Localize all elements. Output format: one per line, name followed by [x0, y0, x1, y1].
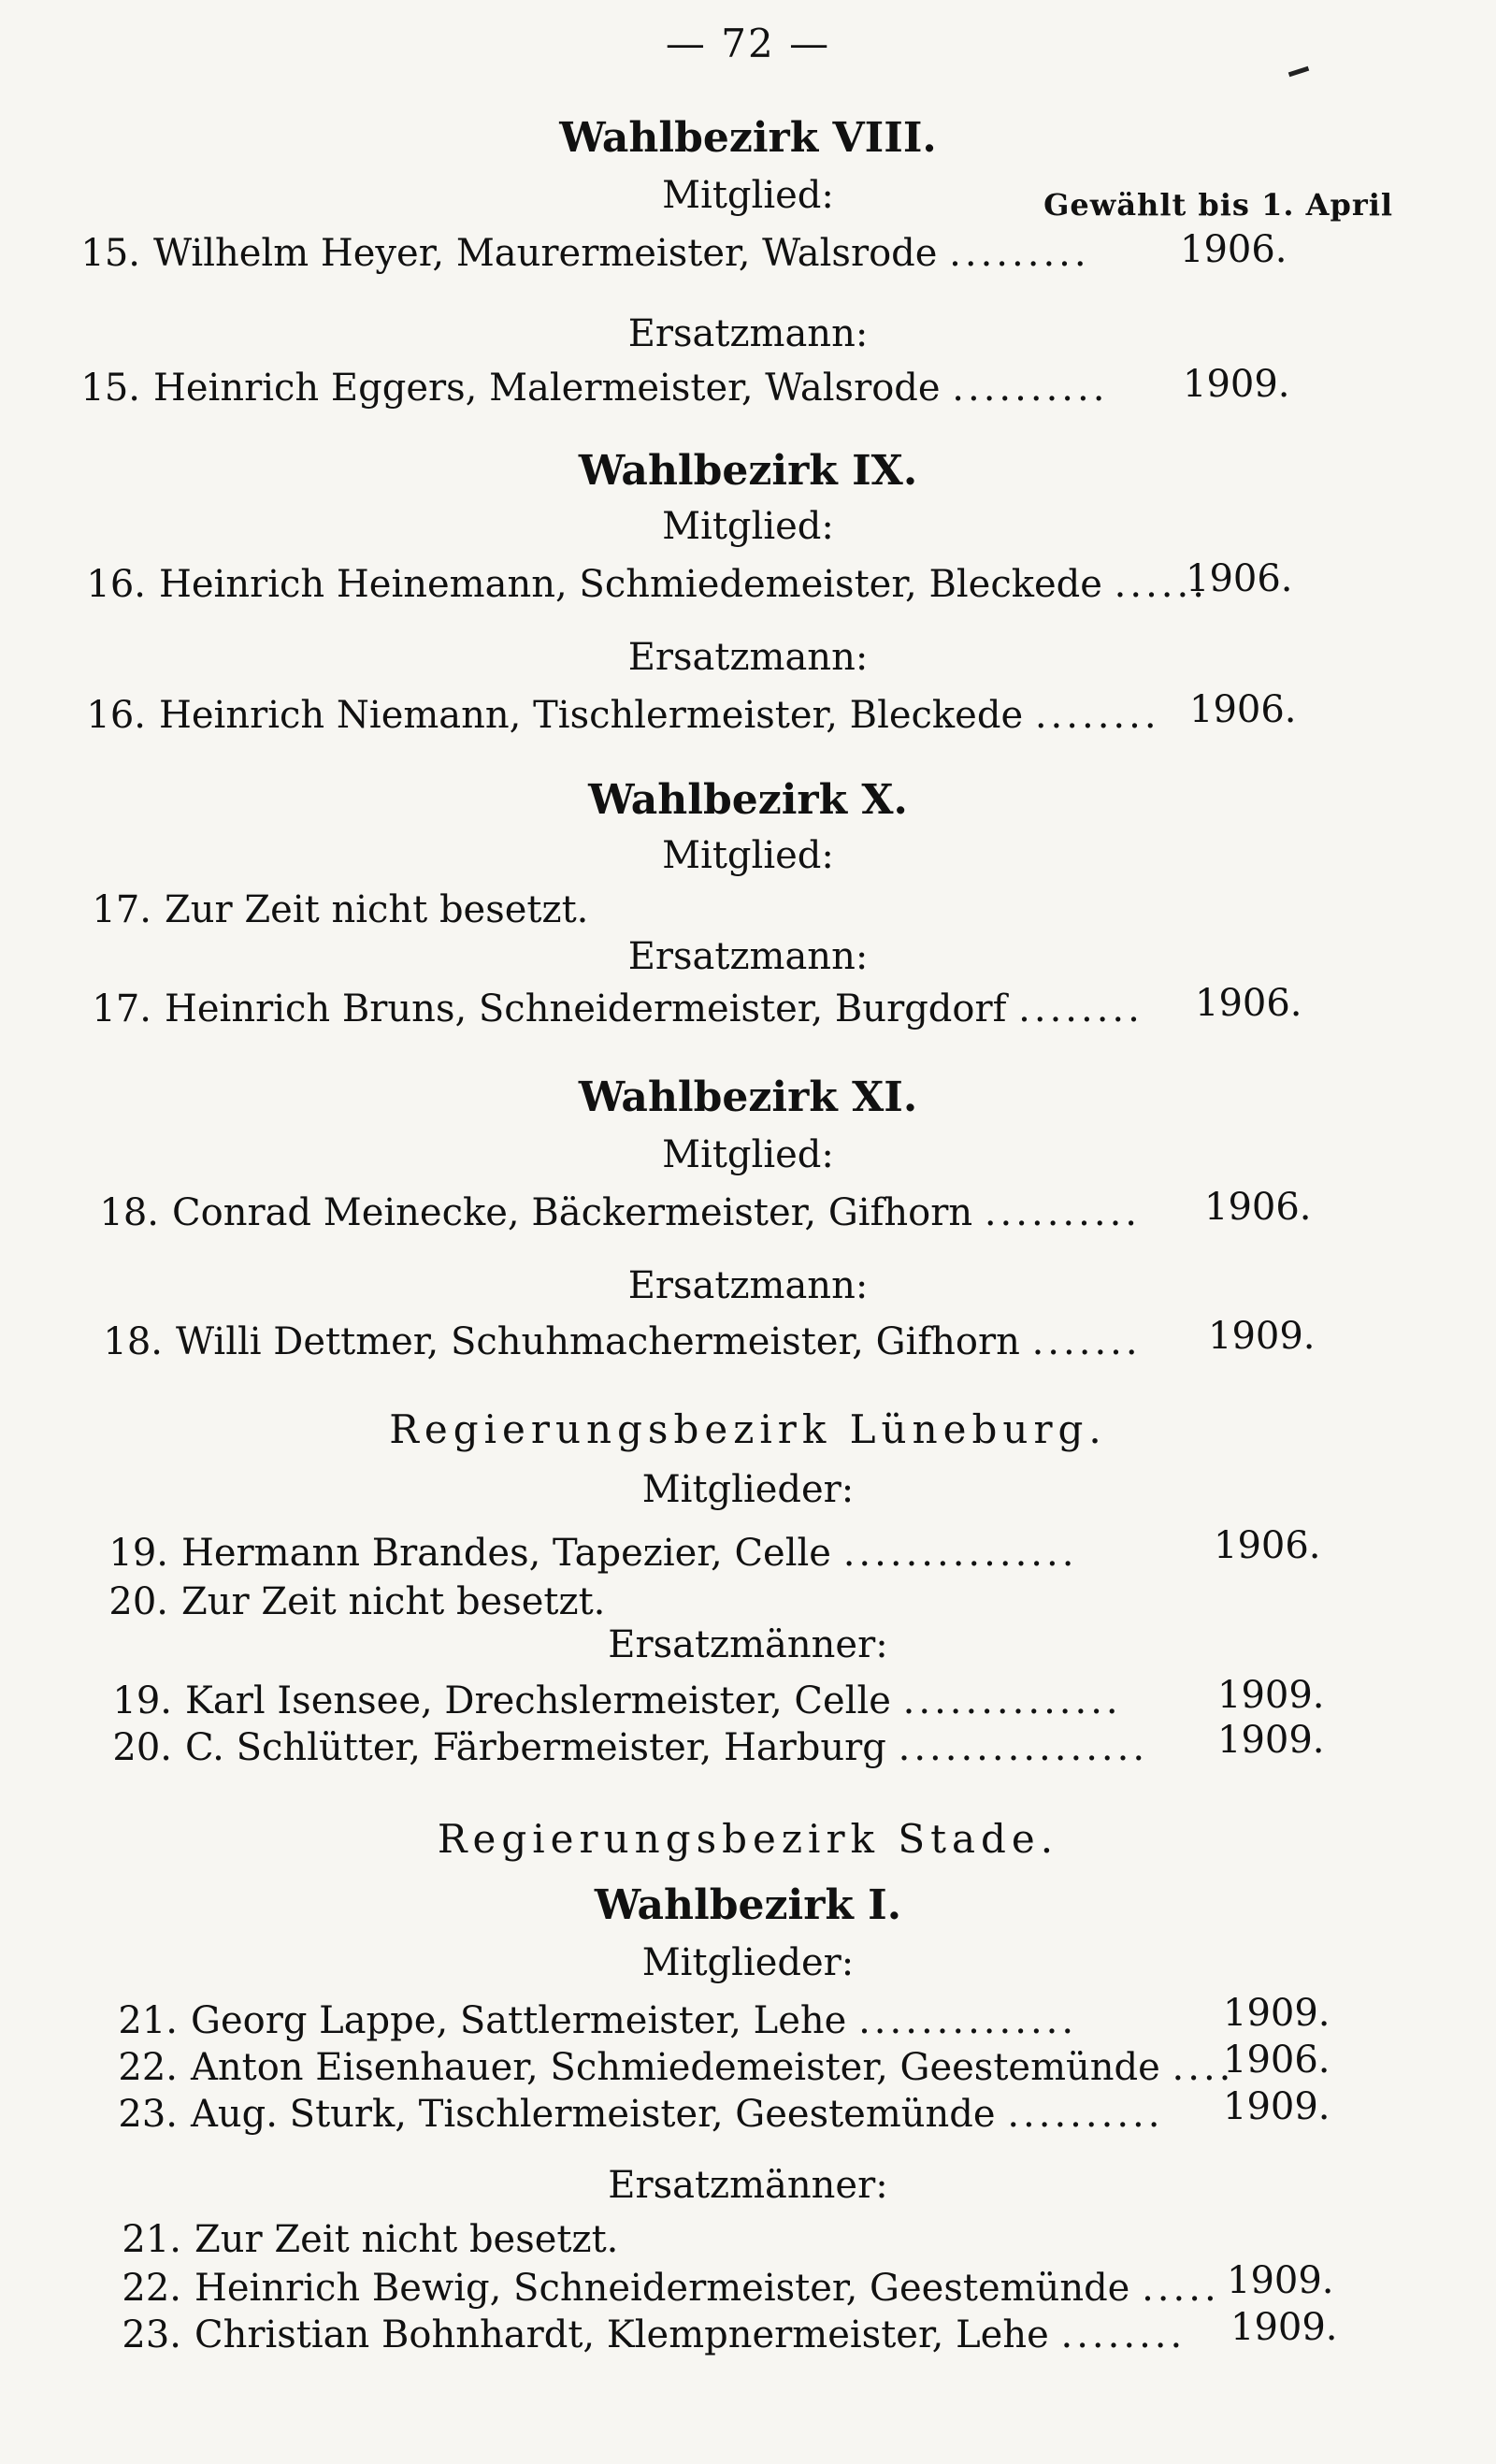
entry-year: 1906. — [1195, 982, 1302, 1025]
entry-text: C. Schlütter, Färbermeister, Harburg — [185, 1726, 886, 1769]
entry-number: 16. — [86, 694, 146, 737]
leader-dots: ...... — [1114, 563, 1208, 606]
entry-number: 21. — [122, 2218, 181, 2261]
district-heading: Wahlbezirk X. — [588, 776, 908, 824]
leader-dots: ........ — [1060, 2313, 1187, 2356]
leader-dots: .......... — [984, 1191, 1141, 1234]
entry — [97, 2313, 1186, 2356]
district-heading: Wahlbezirk I. — [594, 1881, 902, 1929]
entry-year: 1906. — [1223, 2039, 1331, 2082]
ink-mark — [1288, 66, 1309, 78]
region-heading: Regierungsbezirk Lüneburg. — [389, 1406, 1107, 1452]
entry-text: Heinrich Eggers, Malermeister, Walsrode — [153, 367, 941, 410]
entry-year: 1909. — [1227, 2259, 1334, 2302]
entry-number: 17. — [92, 888, 151, 931]
entry-number: 17. — [92, 987, 151, 1030]
entry-text: Willi Dettmer, Schuhmachermeister, Gifhorn — [176, 1320, 1020, 1363]
entry — [88, 1679, 1122, 1722]
substitute-label: Ersatzmann: — [627, 935, 869, 978]
members-label: Mitglied: — [662, 174, 834, 217]
entry-text: Georg Lappe, Sattlermeister, Lehe — [191, 1999, 847, 2042]
entry-number: 15. — [80, 232, 140, 275]
entry-text: Heinrich Heinemann, Schmiedemeister, Bleckede — [159, 563, 1102, 606]
entry — [62, 694, 1160, 737]
entry-number: 19. — [108, 1532, 168, 1575]
entry-number: 20. — [112, 1726, 172, 1769]
entry — [67, 987, 1144, 1030]
entry-number: 22. — [118, 2046, 178, 2089]
entry — [94, 2046, 1234, 2089]
entry-year: 1906. — [1186, 557, 1293, 600]
members-label: Mitglied: — [662, 1133, 834, 1176]
leader-dots: .............. — [858, 1999, 1078, 2042]
entry-text: Zur Zeit nicht besetzt. — [194, 2218, 619, 2261]
entry-year: 1906. — [1204, 1186, 1312, 1229]
leader-dots: ........ — [1034, 694, 1160, 737]
substitute-label: Ersatzmänner: — [608, 2164, 888, 2207]
entry — [97, 2267, 1220, 2310]
entry-text: Heinrich Bruns, Schneidermeister, Burgdorf — [165, 987, 1007, 1030]
substitute-label: Ersatzmänner: — [608, 1623, 888, 1666]
entry — [94, 2093, 1163, 2136]
members-label: Mitglied: — [662, 834, 834, 877]
page-number: — 72 — — [665, 21, 831, 66]
entry — [75, 1191, 1141, 1234]
members-label: Mitglied: — [662, 505, 834, 548]
entry-year: 1906. — [1214, 1524, 1321, 1567]
entry-year: 1909. — [1183, 363, 1290, 406]
entry-year: 1909. — [1208, 1315, 1316, 1358]
entry — [62, 563, 1208, 606]
entry-text: Zur Zeit nicht besetzt. — [181, 1580, 606, 1623]
entry-number: 21. — [118, 1999, 178, 2042]
entry-year: 1906. — [1189, 688, 1297, 731]
leader-dots: .............. — [902, 1679, 1122, 1722]
entry-text: Anton Eisenhauer, Schmiedemeister, Geestemünde — [191, 2046, 1160, 2089]
entry-number: 23. — [118, 2093, 178, 2136]
leader-dots: ..... — [1142, 2267, 1220, 2310]
entry — [97, 2218, 618, 2261]
entry-text: Aug. Sturk, Tischlermeister, Geestemünde — [191, 2093, 996, 2136]
entry — [88, 1726, 1148, 1769]
entry — [84, 1580, 605, 1623]
district-heading: Wahlbezirk XI. — [578, 1073, 918, 1121]
entry-number: 18. — [103, 1320, 163, 1363]
entry-text: Wilhelm Heyer, Maurermeister, Walsrode — [153, 232, 938, 275]
entry — [56, 232, 1090, 275]
leader-dots: ........ — [1018, 987, 1144, 1030]
entry-year: 1906. — [1180, 228, 1287, 271]
entry — [67, 888, 588, 931]
entry-number: 15. — [80, 367, 140, 410]
entry-year: 1909. — [1230, 2306, 1338, 2349]
entry-number: 23. — [122, 2313, 181, 2356]
entry-text: Karl Isensee, Drechslermeister, Celle — [185, 1679, 891, 1722]
entry-text: Heinrich Niemann, Tischlermeister, Bleckede — [159, 694, 1024, 737]
leader-dots: .......... — [1007, 2093, 1164, 2136]
entry-text: Heinrich Bewig, Schneidermeister, Geestemünde — [194, 2267, 1130, 2310]
substitute-label: Ersatzmann: — [627, 1264, 869, 1307]
district-heading: Wahlbezirk IX. — [578, 447, 918, 495]
entry-text: Hermann Brandes, Tapezier, Celle — [181, 1532, 831, 1575]
leader-dots: .......... — [952, 367, 1109, 410]
leader-dots: ............... — [842, 1532, 1078, 1575]
members-label: Mitglieder: — [641, 1941, 855, 1984]
entry-text: Zur Zeit nicht besetzt. — [165, 888, 589, 931]
entry-year: 1909. — [1217, 1719, 1325, 1762]
leader-dots: ....... — [1031, 1320, 1142, 1363]
entry-number: 16. — [86, 563, 146, 606]
entry-year: 1909. — [1217, 1674, 1325, 1717]
district-heading: Wahlbezirk VIII. — [559, 114, 937, 162]
substitute-label: Ersatzmann: — [627, 312, 869, 355]
entry — [84, 1532, 1077, 1575]
entry — [94, 1999, 1077, 2042]
entry-year: 1909. — [1223, 1992, 1331, 2035]
column-header: Gewählt bis 1. April — [1043, 187, 1393, 223]
entry-year: 1909. — [1223, 2085, 1331, 2128]
entry-number: 22. — [122, 2267, 181, 2310]
entry-number: 20. — [108, 1580, 168, 1623]
entry-number: 18. — [99, 1191, 159, 1234]
leader-dots: ................ — [898, 1726, 1149, 1769]
region-heading: Regierungsbezirk Stade. — [437, 1816, 1059, 1862]
entry-text: Christian Bohnhardt, Klempnermeister, Lehe — [194, 2313, 1049, 2356]
leader-dots: .... — [1172, 2046, 1235, 2089]
members-label: Mitglieder: — [641, 1468, 855, 1511]
substitute-label: Ersatzmann: — [627, 636, 869, 679]
leader-dots: ......... — [949, 232, 1090, 275]
entry — [56, 367, 1108, 410]
entry-text: Conrad Meinecke, Bäckermeister, Gifhorn — [172, 1191, 973, 1234]
entry — [79, 1320, 1142, 1363]
entry-number: 19. — [112, 1679, 172, 1722]
